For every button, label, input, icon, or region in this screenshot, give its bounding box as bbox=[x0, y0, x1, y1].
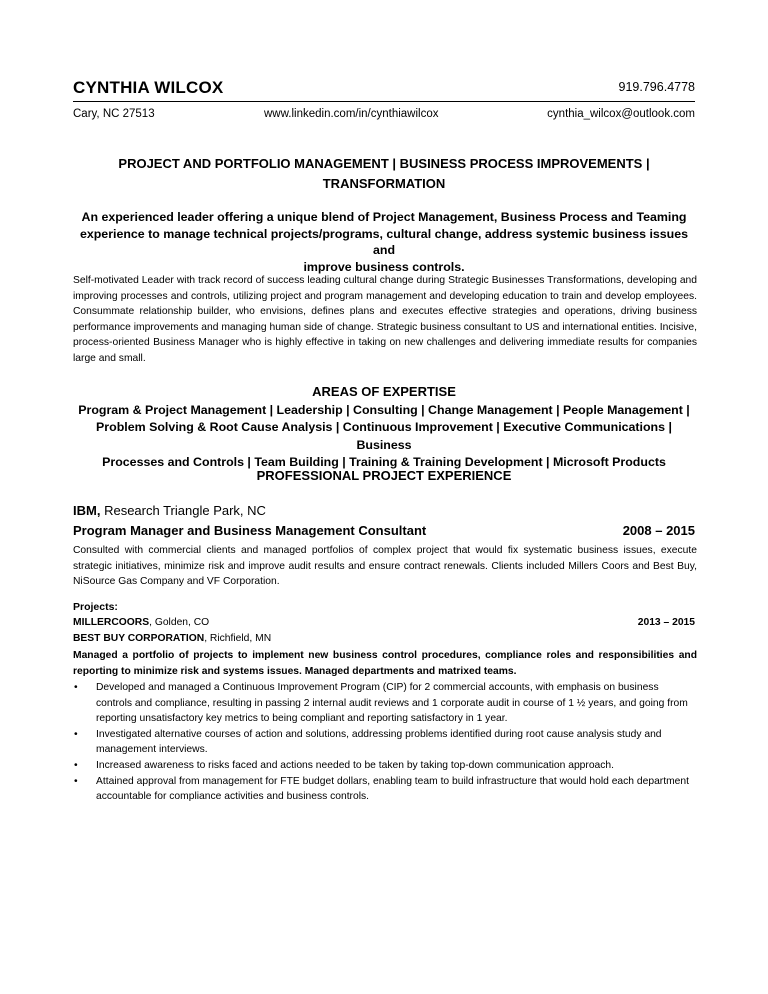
project-location: , Richfield, MN bbox=[204, 633, 272, 644]
list-item bbox=[73, 774, 697, 805]
bullet-text: Investigated alternative courses of action and solutions, addressing problems identified during root cause analysis study and management interviews. bbox=[96, 728, 662, 756]
candidate-name: CYNTHIA WILCOX bbox=[73, 78, 224, 97]
tagline-line: improve business controls. bbox=[303, 259, 465, 274]
bullet-icon: • bbox=[74, 728, 78, 740]
header-divider bbox=[73, 101, 695, 102]
location: Cary, NC 27513 bbox=[73, 108, 155, 120]
job-dates: 2008 – 2015 bbox=[622, 523, 695, 538]
summary-tagline bbox=[73, 209, 695, 275]
professional-headline bbox=[73, 154, 695, 194]
linkedin-url: www.linkedin.com/in/cynthiawilcox bbox=[264, 108, 439, 120]
bullet-icon: • bbox=[74, 775, 78, 787]
job-title: Program Manager and Business Management Consultant bbox=[73, 523, 427, 538]
list-item bbox=[73, 758, 697, 774]
project-best-buy bbox=[73, 633, 271, 644]
experience-title: PROFESSIONAL PROJECT EXPERIENCE bbox=[256, 468, 512, 483]
bullet-text: Increased awareness to risks faced and actions needed to be taken by taking top-down communication approach. bbox=[96, 759, 615, 771]
headline-line: TRANSFORMATION bbox=[322, 176, 446, 191]
project-name: MILLERCOORS bbox=[73, 617, 150, 628]
employer-name: IBM, bbox=[73, 503, 101, 518]
bullet-text: Developed and managed a Continuous Improvement Program (CIP) for 2 commercial accounts, with emphasis on business controls and compliance, resulting in passing 2 internal audit reviews and 1 corporate audit in course of 1 ½ years, and going from reporting unsatisfactory key metrics to being compliant and reporting satisfactory in 1 year. bbox=[96, 682, 688, 725]
project-summary: Managed a portfolio of projects to implement new business control procedures, compliance roles and responsibilities and reporting to minimize risk and systems issues. Managed departments and matrixed teams. bbox=[73, 650, 697, 677]
accomplishment-list bbox=[73, 680, 697, 805]
phone-number: 919.796.4778 bbox=[618, 80, 695, 94]
expertise-line: Problem Solving & Root Cause Analysis | Continuous Improvement | Executive Communications | Business bbox=[96, 420, 672, 452]
expertise-list bbox=[73, 402, 695, 471]
job-title-row bbox=[73, 523, 695, 538]
list-item bbox=[73, 727, 697, 758]
email-address: cynthia_wilcox@outlook.com bbox=[547, 108, 695, 120]
headline-line: PROJECT AND PORTFOLIO MANAGEMENT | BUSINESS PROCESS IMPROVEMENTS | bbox=[118, 156, 650, 171]
employer bbox=[73, 503, 266, 518]
project-name: BEST BUY CORPORATION bbox=[73, 633, 205, 644]
project-dates: 2013 – 2015 bbox=[637, 617, 695, 628]
summary-paragraph: Self-motivated Leader with track record of success leading cultural change during Strategic Businesses Transformations, developing and improving processes and controls, utilizing project and program management and developing education to train and develop employees. Consummate relationship builder, who envisions, defines plans and executes effective strategies and operations, driving business performance improvements and managing human side of change. Strategic business consultant to US and international entities. Incisive, process-oriented Business Manager who is highly effective in taking on new challenges and delivering immediate results for companies large and small. bbox=[73, 275, 697, 364]
tagline-line: experience to manage technical projects/programs, cultural change, address systemic business issues and bbox=[79, 226, 689, 257]
expertise-line: Processes and Controls | Team Building | Training & Training Development | Microsoft Products bbox=[102, 454, 666, 469]
expertise-title: AREAS OF EXPERTISE bbox=[312, 384, 456, 399]
project-millercoors bbox=[73, 617, 695, 628]
employer-location: Research Triangle Park, NC bbox=[104, 503, 266, 518]
projects-label: Projects: bbox=[73, 601, 118, 613]
project-location: , Golden, CO bbox=[149, 617, 210, 628]
tagline-line: An experienced leader offering a unique blend of Project Management, Business Process and Teaming bbox=[81, 210, 687, 224]
bullet-text: Attained approval from management for FTE budget dollars, enabling team to build infrastructure that would hold each department accountable for compliance activities and business controls. bbox=[96, 775, 689, 803]
list-item bbox=[73, 680, 697, 727]
job-description: Consulted with commercial clients and managed portfolios of complex project that would fix systematic business issues, execute strategic initiatives, minimize risk and improve audit results and ensure contract renewals. Clients included Millers Coors and Best Buy, NiSource Gas Company and VF Corporation. bbox=[73, 545, 697, 587]
bullet-icon: • bbox=[74, 759, 78, 771]
bullet-icon: • bbox=[74, 682, 78, 693]
expertise-line: Program & Project Management | Leadership | Consulting | Change Management | People Management | bbox=[78, 403, 690, 417]
